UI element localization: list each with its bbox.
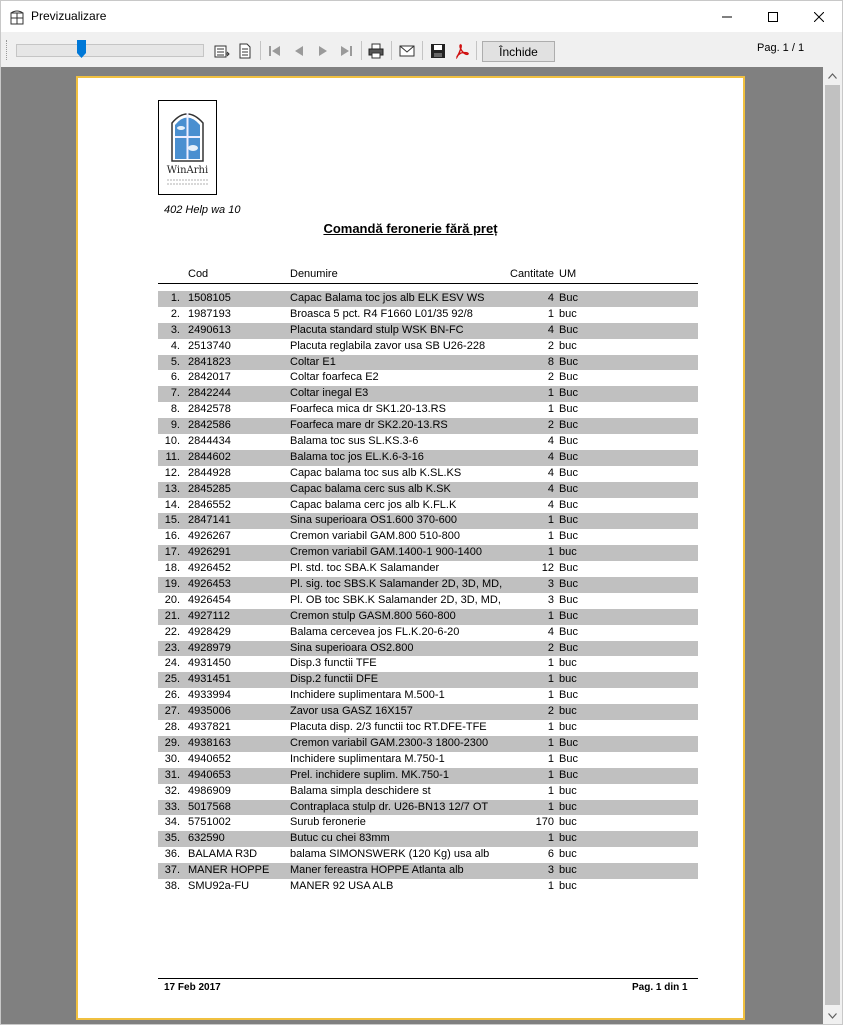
row-number: 8. xyxy=(170,403,180,416)
previous-page-icon[interactable] xyxy=(290,42,308,60)
zoom-slider-thumb[interactable] xyxy=(77,40,86,58)
row-description: Prel. inchidere suplim. MK.750-1 xyxy=(290,768,449,781)
toolbar-grip[interactable] xyxy=(6,40,8,60)
first-page-icon[interactable] xyxy=(266,42,284,60)
row-unit: Buc xyxy=(559,689,578,702)
row-code: 1987193 xyxy=(188,307,231,320)
row-quantity: 1 xyxy=(547,657,554,670)
row-number: 32. xyxy=(164,784,180,797)
row-description: Placuta reglabila zavor usa SB U26-228 xyxy=(290,339,486,352)
row-quantity: 4 xyxy=(547,323,554,336)
row-code: 2842244 xyxy=(188,387,231,400)
toolbar-separator xyxy=(422,41,423,60)
row-code: 4940652 xyxy=(188,752,231,765)
toolbar-separator xyxy=(260,41,261,60)
row-quantity: 4 xyxy=(547,625,554,638)
row-number: 2. xyxy=(170,307,180,320)
row-code: 2841823 xyxy=(188,355,231,368)
row-quantity: 1 xyxy=(547,879,554,892)
footer-divider xyxy=(158,978,698,979)
row-unit: buc xyxy=(559,307,577,320)
row-quantity: 1 xyxy=(547,721,554,734)
table-row xyxy=(158,768,698,784)
close-icon xyxy=(814,12,824,22)
row-unit: Buc xyxy=(559,403,578,416)
report-title: Comandă feronerie fără preț xyxy=(323,221,498,236)
row-number: 9. xyxy=(170,419,180,432)
row-unit: buc xyxy=(559,673,577,686)
row-code: 4933994 xyxy=(188,689,231,702)
table-row xyxy=(158,482,698,498)
column-header-cantitate: Cantitate xyxy=(510,268,555,280)
row-unit: Buc xyxy=(559,578,578,591)
page-width-icon[interactable] xyxy=(213,42,231,60)
row-code: 2844602 xyxy=(188,450,231,463)
row-code: 632590 xyxy=(188,832,225,845)
row-quantity: 1 xyxy=(547,546,554,559)
table-header xyxy=(158,268,698,284)
row-code: 4938163 xyxy=(188,736,231,749)
page-indicator: Pag. 1 / 1 xyxy=(757,42,805,54)
row-number: 29. xyxy=(164,736,180,749)
row-unit: Buc xyxy=(559,419,578,432)
print-icon[interactable] xyxy=(367,42,385,60)
row-quantity: 4 xyxy=(547,450,554,463)
row-unit: Buc xyxy=(559,625,578,638)
row-number: 33. xyxy=(164,800,180,813)
vertical-scrollbar[interactable] xyxy=(823,67,842,1024)
row-quantity: 1 xyxy=(547,689,554,702)
row-number: 20. xyxy=(164,593,180,606)
row-unit: Buc xyxy=(559,514,578,527)
row-code: BALAMA R3D xyxy=(188,848,258,861)
report-reference: 402 Help wa 10 xyxy=(164,204,241,216)
row-quantity: 4 xyxy=(547,435,554,448)
row-quantity: 2 xyxy=(547,339,554,352)
maximize-button[interactable] xyxy=(750,1,796,32)
row-unit: Buc xyxy=(559,371,578,384)
row-quantity: 3 xyxy=(547,864,554,877)
row-description: Cremon variabil GAM.800 510-800 xyxy=(290,530,460,543)
row-description: Surub feronerie xyxy=(290,816,366,829)
row-number: 28. xyxy=(164,721,180,734)
row-description: Capac balama toc sus alb K.SL.KS xyxy=(290,466,462,479)
row-description: Balama cercevea jos FL.K.20-6-20 xyxy=(290,625,460,638)
row-quantity: 1 xyxy=(547,736,554,749)
row-description: Cremon stulp GASM.800 560-800 xyxy=(290,609,456,622)
toolbar-separator xyxy=(361,41,362,60)
row-number: 22. xyxy=(164,625,180,638)
table-row xyxy=(158,339,698,355)
scroll-up-icon xyxy=(828,73,837,79)
row-code: 2842578 xyxy=(188,403,231,416)
table-row xyxy=(158,577,698,593)
row-code: 2844928 xyxy=(188,466,231,479)
row-description: Coltar inegal E3 xyxy=(290,387,369,400)
table-row xyxy=(158,879,698,895)
row-quantity: 1 xyxy=(547,800,554,813)
row-quantity: 4 xyxy=(547,466,554,479)
row-quantity: 2 xyxy=(547,419,554,432)
table-row xyxy=(158,688,698,704)
table-row xyxy=(158,386,698,402)
row-description: Pl. std. toc SBA.K Salamander xyxy=(290,562,440,575)
table-row xyxy=(158,450,698,466)
row-number: 4. xyxy=(170,339,180,352)
window-logo-icon xyxy=(159,101,216,165)
minimize-icon xyxy=(722,12,732,22)
table-row xyxy=(158,498,698,514)
row-code: 2513740 xyxy=(188,339,231,352)
table-row xyxy=(158,593,698,609)
row-unit: Buc xyxy=(559,355,578,368)
close-window-button[interactable] xyxy=(796,1,842,32)
row-quantity: 4 xyxy=(547,498,554,511)
scrollbar-thumb[interactable] xyxy=(825,85,840,1005)
footer-page-number: Pag. 1 din 1 xyxy=(632,982,688,993)
next-page-icon[interactable] xyxy=(314,42,332,60)
table-row xyxy=(158,291,698,307)
row-description: Cremon variabil GAM.2300-3 1800-2300 xyxy=(290,736,489,749)
footer-date: 17 Feb 2017 xyxy=(164,982,221,993)
row-quantity: 1 xyxy=(547,403,554,416)
minimize-button[interactable] xyxy=(704,1,750,32)
table-row xyxy=(158,529,698,545)
row-number: 1. xyxy=(170,292,180,304)
row-code: MANER HOPPE xyxy=(188,864,270,877)
row-number: 37. xyxy=(164,864,180,877)
row-number: 35. xyxy=(164,832,180,845)
table-row xyxy=(158,434,698,450)
row-number: 11. xyxy=(165,450,180,463)
row-quantity: 170 xyxy=(535,816,554,829)
table-row xyxy=(158,323,698,339)
table-row xyxy=(158,736,698,752)
row-quantity: 2 xyxy=(547,371,554,384)
row-code: 2847141 xyxy=(188,514,231,527)
row-unit: Buc xyxy=(559,641,578,654)
row-quantity: 2 xyxy=(547,705,554,718)
row-description: Pl. sig. toc SBS.K Salamander 2D, 3D, MD, xyxy=(290,578,503,591)
scroll-down-button[interactable] xyxy=(823,1007,842,1024)
row-description: Cremon variabil GAM.1400-1 900-1400 xyxy=(290,546,482,559)
row-number: 16. xyxy=(164,530,180,543)
row-number: 6. xyxy=(170,371,180,384)
row-code: 2845285 xyxy=(188,482,231,495)
company-logo xyxy=(158,100,217,195)
row-description: Balama simpla deschidere st xyxy=(290,784,431,797)
scroll-up-button[interactable] xyxy=(823,67,842,84)
row-unit: Buc xyxy=(559,736,578,749)
row-quantity: 1 xyxy=(547,514,554,527)
row-quantity: 1 xyxy=(547,832,554,845)
row-description: Disp.3 functii TFE xyxy=(290,657,377,670)
row-number: 38. xyxy=(164,879,180,892)
row-code: 2490613 xyxy=(188,323,231,336)
row-description: Maner fereastra HOPPE Atlanta alb xyxy=(290,864,464,877)
row-quantity: 8 xyxy=(547,355,554,368)
report-page xyxy=(76,76,745,1020)
table-row xyxy=(158,545,698,561)
pdf-export-icon[interactable] xyxy=(453,42,471,60)
row-number: 31. xyxy=(164,768,180,781)
row-description: Capac Balama toc jos alb ELK ESV WS xyxy=(290,292,485,304)
zoom-slider[interactable] xyxy=(16,44,204,57)
row-number: 13. xyxy=(164,482,180,495)
row-description: Placuta disp. 2/3 functii toc RT.DFE-TFE xyxy=(290,721,487,734)
row-description: Inchidere suplimentara M.500-1 xyxy=(290,689,445,702)
row-description: Coltar foarfeca E2 xyxy=(290,371,379,384)
toolbar-separator xyxy=(476,41,477,60)
toolbar xyxy=(1,32,842,67)
row-quantity: 1 xyxy=(547,609,554,622)
preview-area[interactable] xyxy=(1,67,823,1024)
row-unit: buc xyxy=(559,705,577,718)
row-unit: Buc xyxy=(559,450,578,463)
row-number: 27. xyxy=(164,705,180,718)
row-unit: Buc xyxy=(559,466,578,479)
row-code: 2842017 xyxy=(188,371,231,384)
table-row xyxy=(158,418,698,434)
table-row xyxy=(158,847,698,863)
row-description: Placuta standard stulp WSK BN-FC xyxy=(290,323,464,336)
table-row xyxy=(158,513,698,529)
row-code: 4926267 xyxy=(188,530,231,543)
row-quantity: 1 xyxy=(547,673,554,686)
row-code: 4926454 xyxy=(188,593,231,606)
table-row xyxy=(158,466,698,482)
row-code: 4935006 xyxy=(188,705,231,718)
row-number: 10. xyxy=(164,435,180,448)
table-row xyxy=(158,355,698,371)
table-row xyxy=(158,720,698,736)
table-row xyxy=(158,641,698,657)
row-number: 3. xyxy=(170,323,180,336)
table-row xyxy=(158,704,698,720)
close-preview-button[interactable]: Închide xyxy=(482,41,555,62)
table-row xyxy=(158,609,698,625)
row-unit: Buc xyxy=(559,609,578,622)
row-unit: Buc xyxy=(559,435,578,448)
table-row xyxy=(158,784,698,800)
row-unit: Buc xyxy=(559,562,578,575)
row-quantity: 2 xyxy=(547,641,554,654)
row-code: 4926291 xyxy=(188,546,231,559)
row-code: 2846552 xyxy=(188,498,231,511)
row-description: Zavor usa GASZ 16X157 xyxy=(290,705,413,718)
row-quantity: 6 xyxy=(547,848,554,861)
row-code: 4937821 xyxy=(188,721,231,734)
row-code: 2842586 xyxy=(188,419,231,432)
row-quantity: 12 xyxy=(541,562,554,575)
row-code: 4986909 xyxy=(188,784,231,797)
row-number: 25. xyxy=(164,673,180,686)
row-number: 36. xyxy=(164,848,180,861)
row-number: 23. xyxy=(164,641,180,654)
row-code: SMU92a-FU xyxy=(188,879,250,892)
table-row xyxy=(158,831,698,847)
row-description: Inchidere suplimentara M.750-1 xyxy=(290,752,445,765)
column-header-um: UM xyxy=(559,268,577,280)
row-number: 7. xyxy=(170,387,180,400)
row-number: 24. xyxy=(164,657,180,670)
table-row xyxy=(158,752,698,768)
row-description: MANER 92 USA ALB xyxy=(290,879,394,892)
table-row xyxy=(158,625,698,641)
row-unit: buc xyxy=(559,339,577,352)
column-header-cod: Cod xyxy=(188,268,209,280)
row-quantity: 1 xyxy=(547,768,554,781)
row-unit: buc xyxy=(559,816,577,829)
row-code: 2844434 xyxy=(188,435,231,448)
row-description: Balama toc sus SL.KS.3-6 xyxy=(290,435,419,448)
table-row xyxy=(158,672,698,688)
row-number: 19. xyxy=(164,578,180,591)
row-unit: Buc xyxy=(559,530,578,543)
row-description: Sina superioara OS2.800 xyxy=(290,641,414,654)
row-unit: buc xyxy=(559,800,577,813)
table-row xyxy=(158,402,698,418)
row-code: 5751002 xyxy=(188,816,231,829)
table-row xyxy=(158,307,698,323)
column-header-denumire: Denumire xyxy=(290,268,338,280)
row-unit: Buc xyxy=(559,593,578,606)
row-description: Capac balama cerc sus alb K.SK xyxy=(290,482,451,495)
row-quantity: 1 xyxy=(547,752,554,765)
save-icon[interactable] xyxy=(429,42,447,60)
row-unit: Buc xyxy=(559,482,578,495)
row-unit: buc xyxy=(559,832,577,845)
row-quantity: 3 xyxy=(547,593,554,606)
row-unit: buc xyxy=(559,657,577,670)
row-code: 4931450 xyxy=(188,657,231,670)
row-unit: Buc xyxy=(559,387,578,400)
row-quantity: 1 xyxy=(547,307,554,320)
row-description: Sina superioara OS1.600 370-600 xyxy=(290,514,457,527)
row-code: 4928429 xyxy=(188,625,231,638)
row-unit: buc xyxy=(559,879,577,892)
row-number: 30. xyxy=(164,752,180,765)
row-description: Contraplaca stulp dr. U26-BN13 12/7 OT xyxy=(290,800,489,813)
row-description: Balama toc jos EL.K.6-3-16 xyxy=(290,450,424,463)
row-code: 4931451 xyxy=(188,673,231,686)
table-row xyxy=(158,561,698,577)
row-quantity: 1 xyxy=(547,530,554,543)
row-unit: Buc xyxy=(559,768,578,781)
row-description: balama SIMONSWERK (120 Kg) usa alb xyxy=(290,848,490,861)
row-number: 5. xyxy=(170,355,180,368)
window-title: Previzualizare xyxy=(31,9,107,23)
row-code: 4926452 xyxy=(188,562,231,575)
row-description: Butuc cu chei 83mm xyxy=(290,832,390,845)
row-number: 15. xyxy=(164,514,180,527)
logo-text: WinArhi xyxy=(166,165,209,176)
row-code: 4940653 xyxy=(188,768,231,781)
row-unit: buc xyxy=(559,721,577,734)
row-description: Coltar E1 xyxy=(290,355,336,368)
row-code: 4926453 xyxy=(188,578,231,591)
row-number: 34. xyxy=(164,816,180,829)
row-unit: Buc xyxy=(559,752,578,765)
row-code: 1508105 xyxy=(188,292,231,304)
table-row xyxy=(158,815,698,831)
whole-page-icon[interactable] xyxy=(236,42,254,60)
app-icon xyxy=(9,9,25,25)
row-unit: Buc xyxy=(559,292,578,304)
scroll-down-icon xyxy=(828,1013,837,1019)
row-unit: buc xyxy=(559,848,577,861)
row-unit: Buc xyxy=(559,498,578,511)
order-table xyxy=(158,291,698,895)
row-number: 18. xyxy=(164,562,180,575)
row-description: Broasca 5 pct. R4 F1660 L01/35 92/8 xyxy=(290,307,473,320)
row-unit: buc xyxy=(559,864,577,877)
row-quantity: 3 xyxy=(547,578,554,591)
row-description: Foarfeca mare dr SK2.20-13.RS xyxy=(290,419,448,432)
row-description: Pl. OB toc SBK.K Salamander 2D, 3D, MD, xyxy=(290,593,501,606)
row-quantity: 1 xyxy=(547,784,554,797)
table-row xyxy=(158,656,698,672)
row-quantity: 4 xyxy=(547,292,554,304)
title-bar[interactable] xyxy=(1,1,842,32)
row-code: 4927112 xyxy=(188,609,231,622)
row-code: 4928979 xyxy=(188,641,231,654)
row-unit: buc xyxy=(559,546,577,559)
logo-tagline xyxy=(167,178,208,186)
row-number: 21. xyxy=(164,609,180,622)
email-icon[interactable] xyxy=(398,42,416,60)
row-code: 5017568 xyxy=(188,800,231,813)
maximize-icon xyxy=(768,12,778,22)
row-unit: buc xyxy=(559,784,577,797)
table-row xyxy=(158,863,698,879)
row-number: 12. xyxy=(164,466,180,479)
row-quantity: 1 xyxy=(547,387,554,400)
row-description: Disp.2 functii DFE xyxy=(290,673,379,686)
last-page-icon[interactable] xyxy=(337,42,355,60)
row-quantity: 4 xyxy=(547,482,554,495)
table-row xyxy=(158,800,698,816)
row-number: 17. xyxy=(164,546,180,559)
row-number: 26. xyxy=(164,689,180,702)
row-description: Capac balama cerc jos alb K.FL.K xyxy=(290,498,457,511)
row-unit: Buc xyxy=(559,323,578,336)
toolbar-separator xyxy=(391,41,392,60)
row-number: 14. xyxy=(164,498,180,511)
table-row xyxy=(158,370,698,386)
row-description: Foarfeca mica dr SK1.20-13.RS xyxy=(290,403,446,416)
